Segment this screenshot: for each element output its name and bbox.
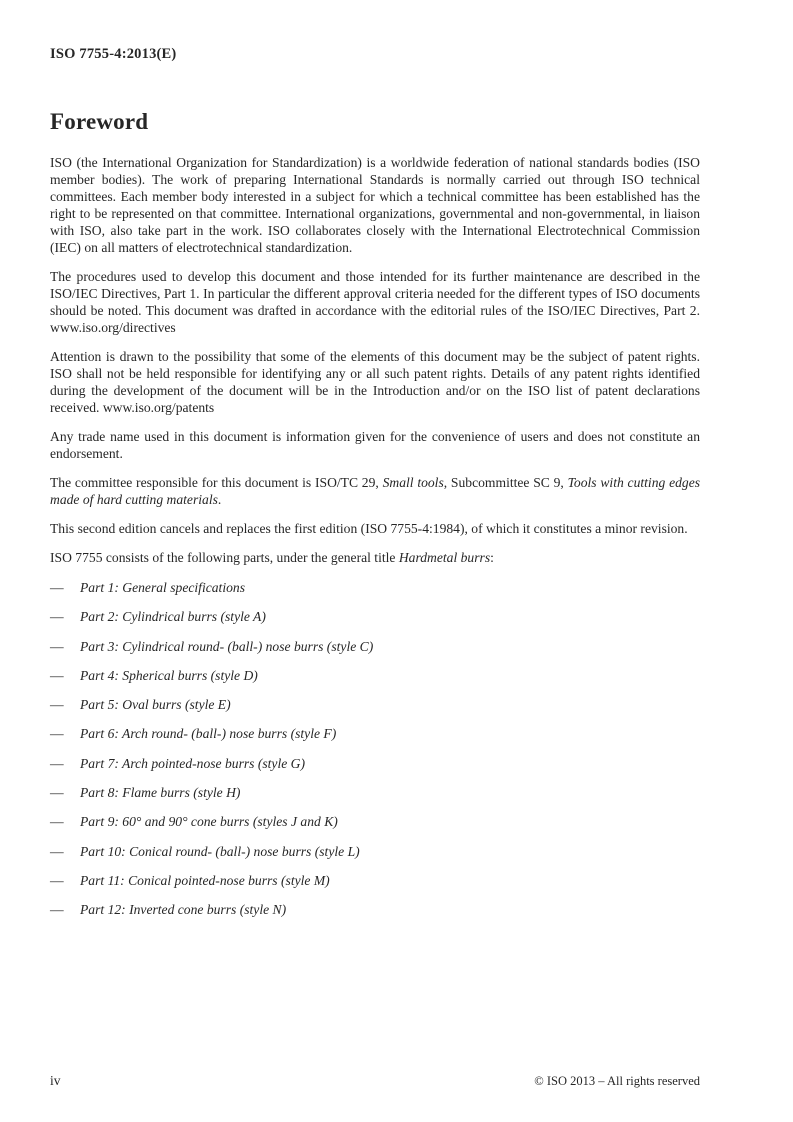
- page-footer: [50, 1073, 700, 1089]
- part-list-item: [50, 579, 700, 596]
- part-label: Part 5: Oval burrs (style E): [80, 697, 231, 713]
- part-list-item: [50, 696, 700, 713]
- italic-text-segment: Hardmetal burrs: [398, 550, 491, 565]
- list-dash: —: [50, 726, 64, 742]
- part-label: Part 9: 60° and 90° cone burrs (styles J and K): [80, 814, 338, 830]
- text-segment: The committee responsible for this document is ISO/TC 29,: [50, 475, 383, 490]
- part-list-item: [50, 608, 700, 625]
- part-label: Part 1: General specifications: [80, 580, 245, 595]
- list-dash: —: [50, 697, 64, 713]
- page-number: iv: [50, 1073, 61, 1088]
- text-segment: .: [217, 492, 222, 507]
- paragraph: [50, 154, 700, 256]
- text-segment: This second edition cancels and replaces the first edition (ISO 7755-4:1984), of which it constitutes a minor revision.: [50, 521, 688, 536]
- list-dash: —: [50, 638, 64, 654]
- part-list-item: [50, 901, 700, 918]
- paragraph: [50, 549, 700, 566]
- text-segment: ISO (the International Organization for Standardization) is a worldwide federation of national standards bodies (ISO member bodies). The work of preparing International Standards is normally carried out through ISO technical committees. Each member body interested in a subject for which a technical committee has been established has the right to be represented on that committee. International organizations, governmental and non-governmental, in liaison with ISO, also take part in the work. ISO collaborates closely with the International Electrotechnical Commission (IEC) on all matters of electrotechnical standardization.: [50, 155, 700, 255]
- list-dash: —: [50, 843, 64, 859]
- part-label: Part 3: Cylindrical round- (ball-) nose burrs (style C): [80, 638, 374, 654]
- part-label: Part 2: Cylindrical burrs (style A): [80, 609, 266, 625]
- part-list-item: [50, 872, 700, 889]
- part-list-item: [50, 813, 700, 830]
- part-list-item: [50, 784, 700, 801]
- text-segment: Attention is drawn to the possibility that some of the elements of this document may be the subject of patent rights. ISO shall not be held responsible for identifying any or all such patent rights. Details of any patent rights identified during the development of the document will be in the Introduction and/or on the ISO list of patent declarations received. www.iso.org/patents: [50, 349, 700, 415]
- text-segment: The procedures used to develop this document and those intended for its further maintenance are described in the ISO/IEC Directives, Part 1. In particular the different approval criteria needed for the different types of ISO documents should be noted. This document was drafted in accordance with the editorial rules of the ISO/IEC Directives, Part 2. www.iso.org/directives: [50, 269, 700, 335]
- italic-text-segment: Tools with cutting edges made of hard cutting materials: [50, 475, 701, 507]
- part-label: Part 6: Arch round- (ball-) nose burrs (style F): [80, 726, 337, 742]
- part-list-item: [50, 725, 700, 742]
- paragraph: [50, 348, 700, 416]
- part-list-item: [50, 638, 700, 655]
- part-label: Part 10: Conical round- (ball-) nose burrs (style L): [80, 843, 360, 859]
- list-dash: —: [50, 872, 64, 888]
- part-label: Part 12: Inverted cone burrs (style N): [80, 902, 287, 918]
- list-dash: —: [50, 755, 64, 771]
- list-dash: —: [50, 667, 64, 683]
- foreword-paragraphs: [50, 154, 700, 566]
- italic-text-segment: Small tools: [382, 475, 444, 490]
- paragraph: [50, 268, 700, 336]
- text-segment: :: [490, 550, 494, 565]
- text-segment: , Subcommittee SC 9,: [443, 475, 568, 490]
- part-label: Part 8: Flame burrs (style H): [80, 785, 241, 801]
- list-dash: —: [50, 609, 64, 625]
- paragraph: [50, 428, 700, 462]
- list-dash: —: [50, 902, 64, 918]
- list-dash: —: [50, 785, 64, 801]
- part-list-item: [50, 755, 700, 772]
- document-id-header: ISO 7755-4:2013(E): [50, 46, 177, 62]
- copyright-notice: © ISO 2013 – All rights reserved: [534, 1074, 700, 1088]
- part-list-item: [50, 843, 700, 860]
- part-list-item: [50, 667, 700, 684]
- parts-list: [50, 579, 700, 918]
- list-dash: —: [50, 814, 64, 830]
- page-title: Foreword: [50, 109, 149, 134]
- part-label: Part 4: Spherical burrs (style D): [80, 667, 258, 683]
- paragraph: [50, 520, 700, 537]
- text-segment: ISO 7755 consists of the following parts, under the general title: [50, 550, 399, 565]
- list-dash: —: [50, 580, 64, 595]
- paragraph: [50, 474, 700, 508]
- part-label: Part 11: Conical pointed-nose burrs (style M): [80, 872, 330, 888]
- part-label: Part 7: Arch pointed-nose burrs (style G): [80, 755, 306, 771]
- text-segment: Any trade name used in this document is information given for the convenience of users and does not constitute an endorsement.: [50, 429, 700, 461]
